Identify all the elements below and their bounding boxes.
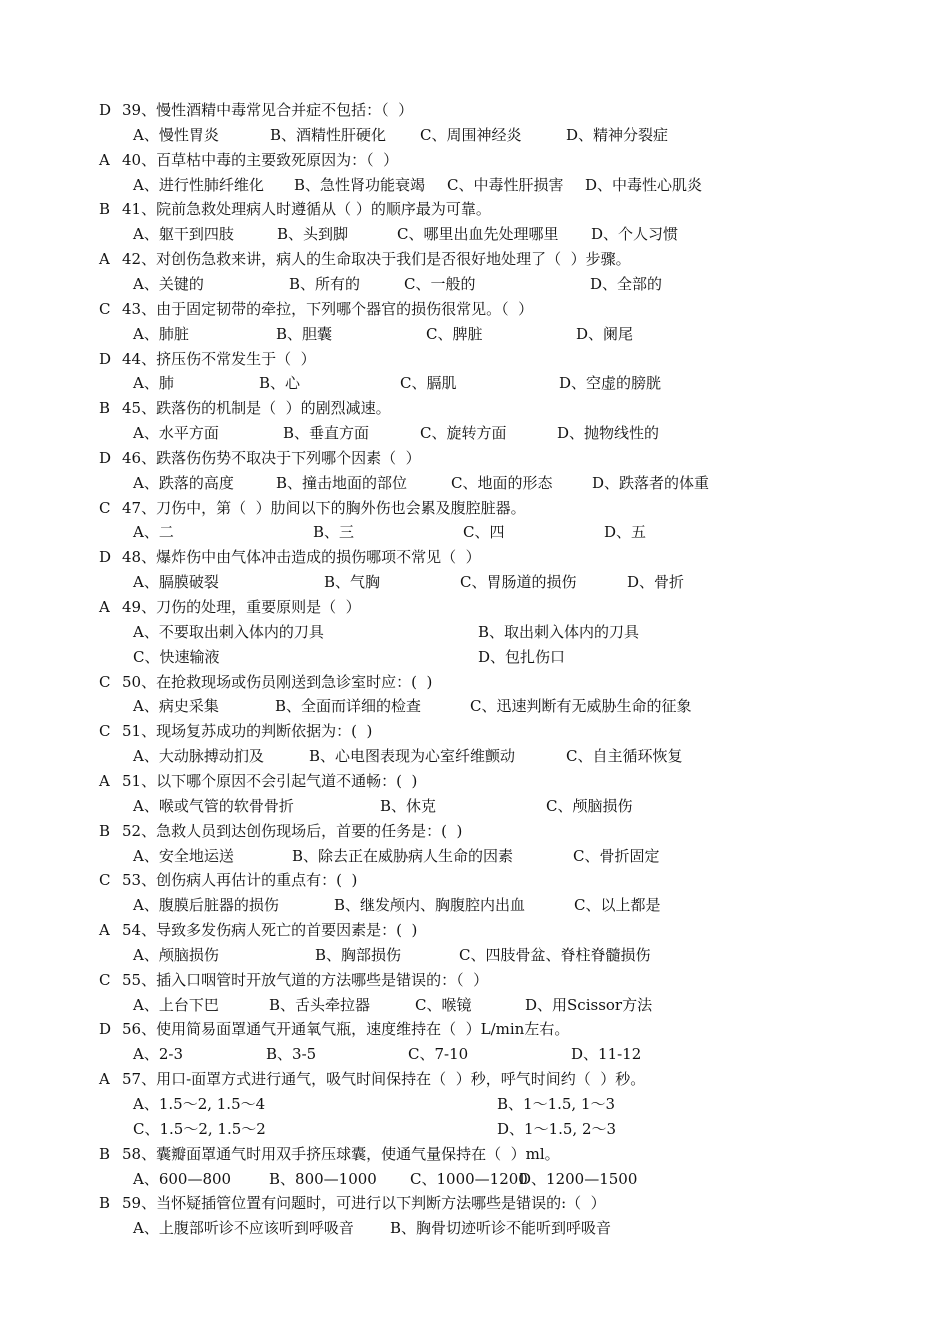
- answer-key: C: [99, 299, 111, 318]
- question-text: 50、在抢救现场或伤员刚送到急诊室时应：( ): [122, 672, 433, 691]
- option-item: A、肺脏: [133, 324, 189, 343]
- option-item: B、休克: [380, 796, 437, 815]
- answer-key: C: [99, 722, 111, 741]
- option-item: C、脾脏: [426, 324, 483, 343]
- answer-key: A: [99, 771, 110, 790]
- question-text: 52、急救人员到达创伤现场后，首要的任务是：( ): [122, 821, 463, 840]
- option-item: D、用Scissor方法: [525, 995, 653, 1014]
- question-text: 51、现场复苏成功的判断依据为：( ): [122, 722, 373, 741]
- answer-key: C: [99, 498, 111, 517]
- option-item: A、喉或气管的软骨骨折: [133, 796, 294, 815]
- option-item: C、一般的: [404, 274, 476, 293]
- option-item: B、所有的: [289, 274, 361, 293]
- option-item: B、气胸: [324, 573, 381, 592]
- question-text: 51、以下哪个原因不会引起气道不通畅：( ): [122, 771, 418, 790]
- option-item: D、11-12: [571, 1045, 642, 1064]
- option-item: C、以上都是: [574, 896, 661, 915]
- option-item: A、膈膜破裂: [133, 573, 219, 592]
- option-item: C、骨折固定: [573, 846, 660, 865]
- question-text: 57、用口-面罩方式进行通气，吸气时间保持在（ ）秒，呼气时间约（ ）秒。: [122, 1070, 646, 1089]
- answer-key: D: [99, 101, 112, 119]
- option-item: D、五: [604, 523, 647, 542]
- question-text: 58、囊瓣面罩通气时用双手挤压球囊，使通气量保持在（ ）ml。: [122, 1144, 560, 1163]
- option-item: D、精神分裂症: [566, 125, 669, 144]
- option-item: D、阑尾: [576, 324, 634, 343]
- option-item: A、病史采集: [133, 697, 219, 716]
- option-item: B、头到脚: [277, 225, 349, 244]
- option-item: D、空虚的膀胱: [559, 374, 662, 393]
- option-item: B、继发颅内、胸腹腔内出血: [334, 896, 526, 915]
- option-item: A、大动脉搏动扪及: [133, 747, 264, 766]
- option-item: A、关键的: [133, 274, 204, 293]
- question-text: 42、对创伤急救来讲，病人的生命取决于我们是否很好地处理了（ ）步骤。: [122, 250, 631, 269]
- option-item: D、骨折: [627, 573, 685, 592]
- option-item: D、中毒性心肌炎: [585, 175, 703, 194]
- option-item: B、急性肾功能衰竭: [294, 175, 426, 194]
- answer-key: D: [99, 349, 112, 368]
- question-text: 44、挤压伤不常发生于（ ）: [122, 349, 316, 368]
- option-item: C、颅脑损伤: [546, 796, 633, 815]
- option-item: A、躯干到四肢: [133, 225, 234, 244]
- option-item: B、胸部损伤: [315, 945, 402, 964]
- answer-key: C: [99, 672, 111, 691]
- answer-key: C: [99, 970, 111, 989]
- option-item: A、安全地运送: [133, 846, 234, 865]
- question-text: 49、刀伤的处理，重要原则是（ ）: [122, 598, 361, 616]
- question-text: 48、爆炸伤中由气体冲击造成的损伤哪项不常见（ ）: [122, 548, 481, 567]
- question-text: 43、由于固定韧带的牵拉，下列哪个器官的损伤很常见。（ ）: [122, 299, 534, 318]
- option-item: C、四肢骨盆、脊柱脊髓损伤: [459, 945, 651, 964]
- option-item: A、上台下巴: [133, 995, 219, 1014]
- question-text: 41、院前急救处理病人时遵循从（ ）的顺序最为可靠。: [122, 200, 491, 219]
- option-item: D、个人习惯: [591, 225, 679, 244]
- option-item: C、1000—1200: [410, 1169, 528, 1188]
- option-item: A、慢性胃炎: [133, 125, 219, 144]
- option-item: A、颅脑损伤: [133, 945, 219, 964]
- option-item: A、肺: [133, 374, 174, 393]
- option-item: B、取出刺入体内的刀具: [478, 622, 640, 641]
- option-item: C、四: [463, 523, 505, 542]
- option-item: C、迅速判断有无威胁生命的征象: [470, 697, 692, 716]
- option-item: A、腹膜后脏器的损伤: [133, 896, 279, 915]
- option-item: D、抛物线性的: [557, 424, 660, 443]
- option-item: B、心电图表现为心室纤维颤动: [309, 747, 516, 766]
- option-item: A、上腹部听诊不应该听到呼吸音: [133, 1219, 354, 1238]
- option-item: B、全面而详细的检查: [275, 697, 422, 716]
- answer-key: C: [99, 871, 111, 890]
- option-item: C、自主循环恢复: [566, 747, 683, 766]
- option-item: C、中毒性肝损害: [447, 175, 564, 194]
- answer-key: A: [99, 598, 110, 616]
- option-item: B、三: [313, 523, 355, 542]
- question-text: 46、跌落伤伤势不取决于下列哪个因素（ ）: [122, 448, 421, 467]
- option-item: B、胸骨切迹听诊不能听到呼吸音: [390, 1219, 612, 1238]
- option-item: D、全部的: [590, 274, 663, 293]
- option-item: B、撞击地面的部位: [276, 473, 408, 492]
- answer-key: A: [99, 250, 110, 269]
- answer-key: A: [99, 150, 110, 169]
- question-text: 54、导致多发伤病人死亡的首要因素是：( ): [122, 921, 418, 940]
- answer-key: B: [99, 821, 111, 840]
- option-item: A、跌落的高度: [133, 473, 234, 492]
- answer-key: A: [99, 921, 110, 940]
- answer-key: D: [99, 448, 112, 467]
- question-text: 55、插入口咽管时开放气道的方法哪些是错误的：（ ）: [122, 970, 489, 989]
- option-item: C、膈肌: [400, 374, 457, 393]
- option-item: D、1200—1500: [519, 1169, 638, 1188]
- question-text: 45、跌落伤的机制是（ ）的剧烈减速。: [122, 399, 391, 418]
- question-text: 40、百草枯中毒的主要致死原因为：（ ）: [122, 150, 399, 169]
- question-text: 53、创伤病人再估计的重点有：( ): [122, 871, 358, 890]
- option-item: D、包扎伤口: [478, 647, 566, 666]
- option-item: B、垂直方面: [283, 424, 370, 443]
- option-item: B、酒精性肝硬化: [270, 125, 387, 144]
- option-item: C、胃肠道的损伤: [460, 573, 577, 592]
- option-item: C、喉镜: [415, 995, 472, 1014]
- option-item: A、二: [133, 523, 174, 542]
- option-item: C、7-10: [408, 1045, 469, 1064]
- answer-key: B: [99, 200, 111, 219]
- answer-key: A: [99, 1070, 110, 1089]
- answer-key: D: [99, 1020, 112, 1039]
- option-item: D、跌落者的体重: [592, 473, 710, 492]
- option-item: A、进行性肺纤维化: [133, 175, 264, 194]
- option-item: B、3-5: [266, 1045, 317, 1064]
- option-item: A、水平方面: [133, 424, 219, 443]
- option-item: B、胆囊: [276, 324, 333, 343]
- option-item: A、600—800: [133, 1169, 232, 1188]
- option-item: D、1～1.5, 2～3: [497, 1119, 617, 1138]
- option-item: C、周围神经炎: [420, 125, 522, 144]
- option-item: B、心: [259, 374, 301, 393]
- question-text: 56、使用简易面罩通气开通氧气瓶，速度维持在（ ）L/min左右。: [122, 1020, 570, 1039]
- answer-key: B: [99, 399, 111, 418]
- answer-key: B: [99, 1144, 111, 1163]
- option-item: B、除去正在威胁病人生命的因素: [292, 846, 514, 865]
- question-text: 39、慢性酒精中毒常见合并症不包括：（ ）: [122, 101, 414, 119]
- answer-key: D: [99, 548, 112, 567]
- option-item: A、不要取出刺入体内的刀具: [133, 622, 324, 641]
- option-item: C、地面的形态: [451, 473, 553, 492]
- question-text: 47、刀伤中，第（ ）肋间以下的胸外伤也会累及腹腔脏器。: [122, 498, 526, 517]
- option-item: C、旋转方面: [420, 424, 507, 443]
- option-item: A、2-3: [133, 1045, 183, 1064]
- option-item: A、1.5～2, 1.5～4: [133, 1095, 266, 1113]
- answer-key: B: [99, 1194, 111, 1213]
- option-item: C、哪里出血先处理哪里: [397, 225, 559, 244]
- option-item: B、舌头牵拉器: [269, 995, 371, 1014]
- question-text: 59、当怀疑插管位置有问题时，可进行以下判断方法哪些是错误的:（ ）: [122, 1194, 606, 1213]
- option-item: B、1～1.5, 1～3: [497, 1095, 616, 1113]
- option-item: B、800—1000: [269, 1169, 377, 1188]
- option-item: C、快速输液: [133, 647, 220, 666]
- option-item: C、1.5～2, 1.5～2: [133, 1119, 266, 1138]
